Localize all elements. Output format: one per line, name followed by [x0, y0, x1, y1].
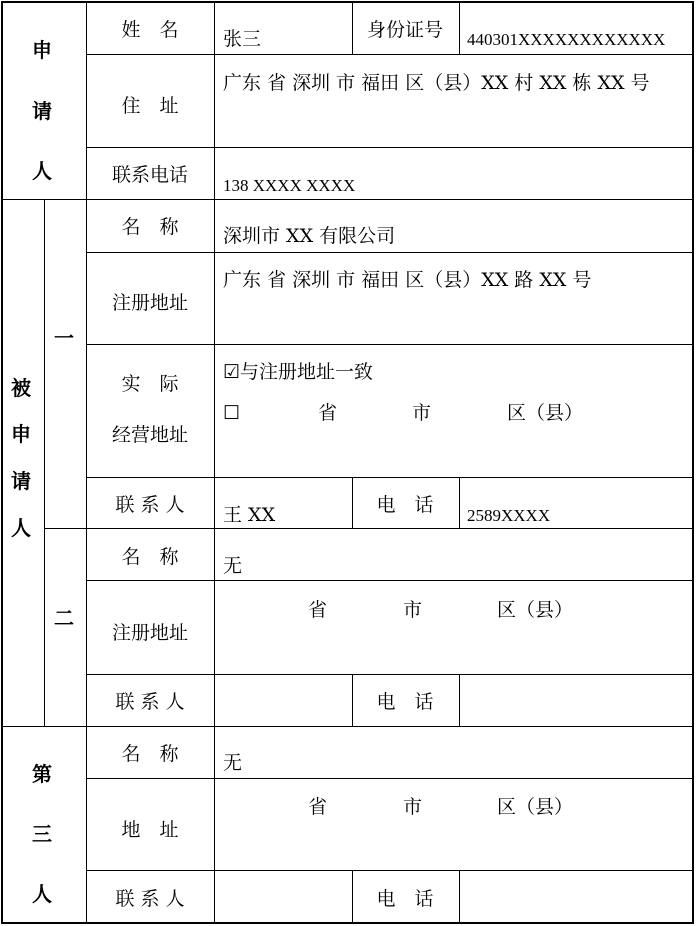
province-suffix: 省 — [308, 599, 328, 621]
respondent-one-reg-addr-label: 注册地址 — [111, 292, 189, 314]
applicant-id-label: 身份证号 — [366, 19, 444, 41]
respondent-side-char: 人 — [11, 516, 31, 540]
grid-line — [44, 199, 45, 727]
grid-line — [86, 778, 694, 779]
respondent-side-char: 申 — [11, 422, 31, 446]
respondent-side-char: 请 — [11, 469, 31, 493]
district-suffix: 区（县） — [497, 796, 574, 818]
grid-line — [459, 870, 460, 924]
third-party-addr-label: 地 址 — [121, 819, 179, 841]
respondent-one-name-value[interactable]: 深圳市 XX 有限公司 — [223, 225, 396, 247]
third-party-name-value[interactable]: 无 — [223, 752, 243, 774]
third-party-side-char: 人 — [32, 882, 52, 906]
respondent-one-contact-value[interactable]: 王 XX — [223, 504, 276, 526]
grid-line — [86, 147, 694, 148]
other-address-checkbox[interactable]: ☐ — [223, 402, 241, 424]
respondent-two-contact-label: 联 系 人 — [115, 691, 185, 713]
grid-line — [352, 674, 353, 726]
grid-line — [86, 344, 694, 345]
respondent-side-char: 被 — [11, 376, 31, 400]
respondent-one-actual-label: 经营地址 — [111, 424, 189, 446]
grid-line — [86, 2, 87, 924]
respondent-two-index: 二 — [54, 606, 74, 630]
grid-line — [214, 2, 215, 924]
respondent-one-tel-label: 电 话 — [376, 494, 434, 516]
third-party-name-label: 名 称 — [121, 743, 179, 765]
city-suffix: 市 — [403, 796, 423, 818]
respondent-one-contact-label: 联 系 人 — [115, 494, 185, 516]
respondent-two-name-label: 名 称 — [121, 546, 179, 568]
respondent-two-reg-addr-label: 注册地址 — [111, 622, 189, 644]
applicant-address-value[interactable]: 广东 省 深圳 市 福田 区（县）XX 村 XX 栋 XX 号 — [223, 72, 650, 94]
grid-line — [2, 199, 694, 200]
grid-line — [86, 252, 694, 253]
respondent-one-index: 一 — [54, 326, 74, 350]
city-suffix: 市 — [403, 599, 423, 621]
applicant-name-label: 姓 名 — [121, 19, 179, 41]
grid-line — [86, 54, 694, 55]
applicant-side-char: 请 — [32, 99, 52, 123]
applicant-id-value[interactable]: 440301XXXXXXXXXXXX — [467, 30, 666, 49]
applicant-phone-label: 联系电话 — [111, 164, 189, 186]
grid-line — [459, 674, 460, 726]
respondent-one-actual-label: 实 际 — [121, 373, 179, 395]
grid-line — [86, 477, 694, 478]
grid-line — [86, 870, 694, 871]
province-suffix: 省 — [318, 402, 338, 424]
third-party-side-char: 三 — [32, 822, 52, 846]
grid-line — [44, 528, 694, 529]
respondent-one-reg-addr-value[interactable]: 广东 省 深圳 市 福田 区（县）XX 路 XX 号 — [223, 269, 592, 291]
applicant-name-value[interactable]: 张三 — [223, 28, 262, 50]
grid-line — [352, 477, 353, 529]
grid-line — [2, 726, 694, 727]
district-suffix: 区（县） — [497, 599, 574, 621]
grid-line — [459, 477, 460, 529]
respondent-two-name-value[interactable]: 无 — [223, 555, 243, 577]
respondent-one-tel-value[interactable]: 2589XXXX — [467, 506, 551, 525]
grid-line — [352, 870, 353, 924]
applicant-side-char: 申 — [32, 38, 52, 62]
respondent-one-name-label: 名 称 — [121, 216, 179, 238]
applicant-address-label: 住 址 — [121, 95, 179, 117]
same-as-registered-checkbox[interactable]: ☑与注册地址一致 — [223, 361, 374, 383]
city-suffix: 市 — [412, 402, 432, 424]
grid-line — [352, 2, 353, 55]
respondent-two-tel-label: 电 话 — [376, 691, 434, 713]
district-suffix: 区（县） — [507, 402, 584, 424]
third-party-tel-label: 电 话 — [376, 888, 434, 910]
third-party-side-char: 第 — [32, 762, 52, 786]
grid-line — [459, 2, 460, 55]
grid-line — [86, 674, 694, 675]
table-border — [1, 1, 694, 924]
grid-line — [86, 580, 694, 581]
province-suffix: 省 — [308, 796, 328, 818]
third-party-contact-label: 联 系 人 — [115, 888, 185, 910]
applicant-side-char: 人 — [32, 159, 52, 183]
applicant-phone-value[interactable]: 138 XXXX XXXX — [223, 176, 356, 195]
